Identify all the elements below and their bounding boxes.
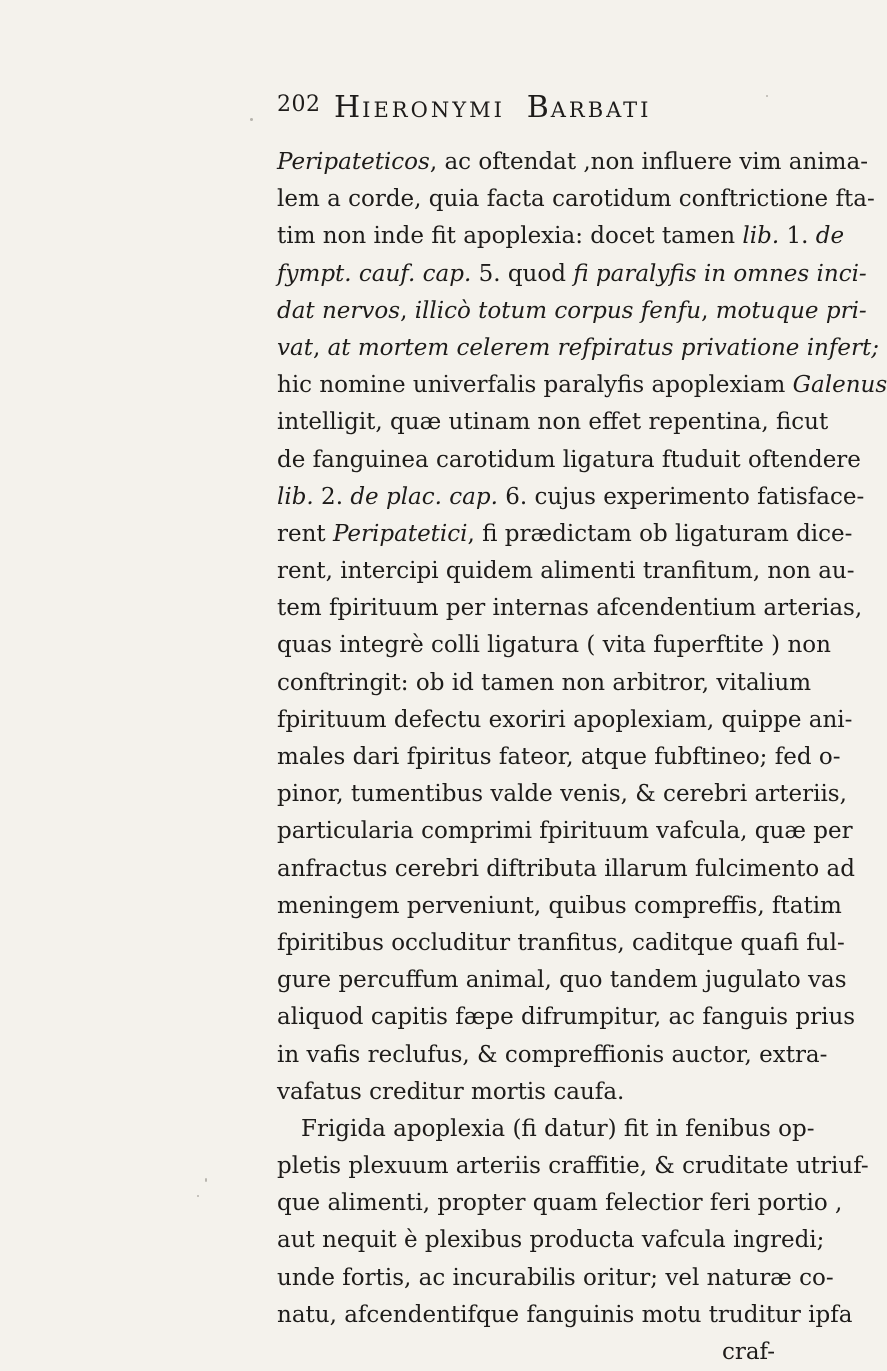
text-line: [277, 776, 847, 813]
text-segment: , fi prædictam ob ligaturam dice-: [467, 520, 853, 547]
text-line: [277, 739, 841, 776]
text-line: [277, 1148, 869, 1185]
text-segment: particularia comprimi fpirituum vafcula, quæ per: [277, 818, 853, 845]
text-line: [277, 404, 829, 441]
text-segment: que alimenti, propter quam felectior feri portio ,: [277, 1190, 843, 1217]
italic-segment: lib.: [277, 483, 314, 510]
text-line: [277, 330, 879, 367]
page-header: [277, 90, 797, 130]
text-segment: ,: [701, 297, 716, 324]
text-line: [277, 813, 853, 850]
running-head: [334, 90, 651, 125]
text-segment: fpiritibus occluditur tranfitus, caditque quafi ful-: [277, 929, 845, 956]
text-segment: rent: [277, 520, 333, 547]
text-segment: intelligit, quæ utinam non effet repentina, ficut: [277, 409, 829, 436]
text-segment: Frigida apoplexia (fi datur) fit in fenibus op-: [301, 1115, 815, 1142]
text-line: [277, 1111, 815, 1148]
text-line: [277, 479, 865, 516]
text-segment: pinor, tumentibus valde venis, & cerebri arteriis,: [277, 781, 847, 808]
text-line: [277, 665, 811, 702]
text-line: [277, 590, 863, 627]
italic-segment: at mortem celerem refpiratus privatione infert;: [327, 334, 879, 361]
text-line: [277, 1334, 787, 1371]
text-line: [277, 627, 831, 664]
text-line: [277, 962, 847, 999]
paper-speck: [250, 118, 253, 121]
text-segment: anfractus cerebri diftributa illarum fulcimento ad: [277, 855, 855, 882]
text-segment: males dari fpiritus fateor, atque fubftineo; fed o-: [277, 744, 841, 770]
running-head-initial-2: B: [526, 90, 551, 125]
paper-speck: [197, 1195, 199, 1197]
text-segment: gure percuffum animal, quo tandem jugulato vas: [277, 967, 847, 994]
text-line: [277, 293, 867, 330]
italic-segment: motuque pri-: [715, 297, 867, 324]
paper-speck: [766, 95, 768, 97]
text-segment: fpirituum defectu exoriri apoplexiam, quippe ani-: [277, 706, 853, 733]
italic-segment: fympt. cauf. cap.: [277, 260, 472, 287]
page-number: 202: [277, 92, 321, 117]
italic-segment: Peripatetici: [332, 520, 468, 547]
text-line: [277, 851, 855, 888]
text-segment: aliquod capitis fæpe difrumpitur, ac fanguis prius: [277, 1004, 856, 1031]
running-head-initial-1: H: [334, 90, 363, 125]
text-line: [277, 442, 861, 479]
italic-segment: lib.: [742, 223, 780, 250]
text-segment: in vafis reclufus, & compreffionis auctor, extra-: [277, 1041, 828, 1068]
text-segment: pletis plexuum arteriis craffitie, & cruditate utriuf-: [277, 1153, 869, 1180]
text-line: [277, 181, 875, 218]
italic-segment: de: [815, 223, 845, 250]
text-segment: lem a corde, quia facta carotidum conftrictione fta-: [277, 186, 875, 213]
text-line: [277, 516, 853, 553]
text-line: [277, 1185, 843, 1222]
text-segment: 5. quod: [471, 260, 574, 287]
text-segment: quas integrè colli ligatura ( vita fuperftite ) non: [277, 632, 831, 659]
italic-segment: fi paralyfis in omnes inci-: [573, 260, 867, 287]
text-segment: , ac oftendat ,non influere vim anima-: [429, 149, 868, 175]
text-segment: 2.: [313, 483, 351, 510]
text-line: [277, 1074, 787, 1111]
text-line: [277, 999, 856, 1036]
running-head-rest-1: IERONYMI: [362, 98, 505, 122]
italic-segment: illicò totum corpus fenfu: [414, 297, 702, 324]
italic-segment: vat: [277, 334, 313, 361]
text-line: [277, 888, 842, 925]
text-segment: de fanguinea carotidum ligatura ftuduit oftendere: [277, 446, 861, 473]
text-line: [277, 1260, 834, 1297]
text-line: [277, 925, 845, 962]
text-segment: unde fortis, ac incurabilis oritur; vel naturæ co-: [277, 1264, 834, 1291]
text-segment: craf-: [721, 1339, 775, 1365]
text-line: [277, 702, 853, 739]
text-segment: tim non inde fit apoplexia: docet tamen: [277, 223, 743, 250]
text-line: [277, 144, 868, 181]
text-segment: 1.: [779, 223, 816, 250]
text-segment: aut nequit è plexibus producta vafcula ingredi;: [277, 1227, 825, 1254]
text-segment: ,: [312, 334, 328, 361]
italic-segment: dat nervos: [277, 297, 401, 324]
text-line: [277, 1222, 825, 1259]
text-segment: natu, afcendentifque fanguinis motu truditur ipfa: [277, 1301, 853, 1328]
text-line: [277, 256, 867, 293]
body-text: [277, 144, 887, 1371]
italic-segment: de plac. cap.: [350, 483, 498, 510]
italic-segment: Galenus: [792, 372, 887, 399]
text-segment: conftringit: ob id tamen non arbitror, vitalium: [277, 669, 811, 696]
text-segment: rent, intercipi quidem alimenti tranfitum, non au-: [277, 558, 855, 585]
text-segment: meningem perveniunt, quibus compreffis, ftatim: [277, 892, 842, 919]
text-segment: hic nomine univerfalis paralyfis apoplexiam: [277, 372, 793, 399]
text-line: [277, 553, 855, 590]
text-segment: ,: [400, 297, 415, 324]
text-segment: tem fpirituum per internas afcendentium arterias,: [277, 595, 863, 622]
text-segment: vafatus creditur mortis caufa.: [277, 1078, 625, 1105]
text-line: [277, 218, 845, 255]
text-line: [277, 367, 887, 404]
text-line: [277, 1037, 828, 1074]
paper-speck: [205, 1178, 207, 1182]
text-segment: 6. cujus experimento fatisface-: [497, 483, 865, 510]
text-line: [277, 1297, 853, 1334]
running-head-rest-2: ARBATI: [550, 98, 652, 122]
italic-segment: Peripateticos: [277, 149, 430, 175]
